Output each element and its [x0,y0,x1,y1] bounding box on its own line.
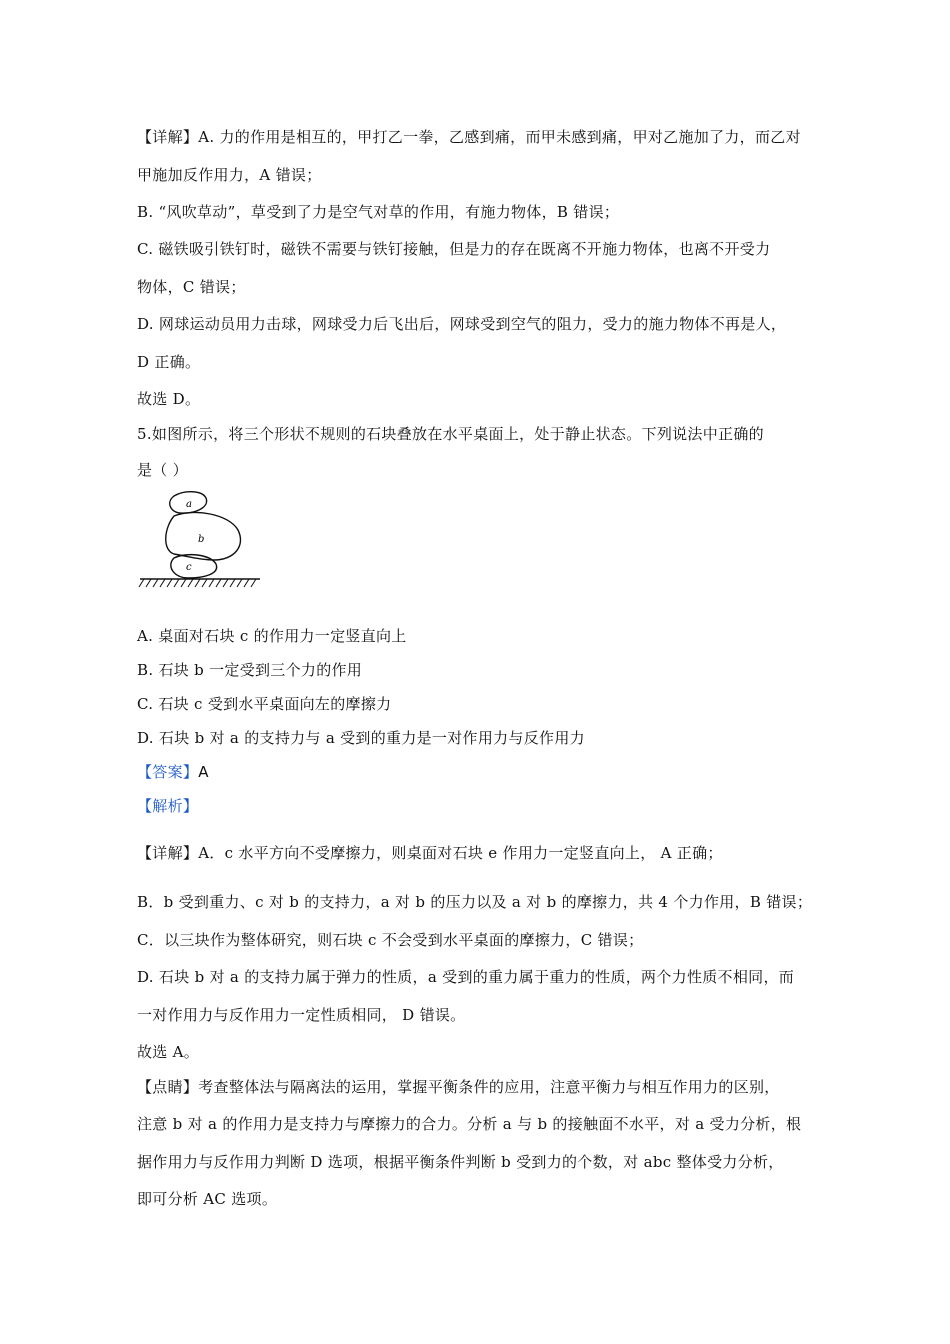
text-line: C. 磁铁吸引铁钉时，磁铁不需要与铁钉接触，但是力的存在既离不开施力物体，也离不开受力 [137,240,771,258]
answer-line [137,761,209,783]
text-line: 甲施加反作用力，A 错误； [137,166,322,184]
comment-line: 据作用力与反作用力判断 D 选项，根据平衡条件判断 b 受到力的个数，对 abc 整体受力分析， [137,1153,784,1171]
detail-line: C．以三块作为整体研究，则石块 c 不会受到水平桌面的摩擦力，C 错误； [137,931,644,949]
detail-line: 故选 A。 [137,1043,200,1061]
detail-line: 【详解】A．c 水平方向不受摩擦力，则桌面对石块 e 作用力一定竖直向上， A 正确； [137,844,723,862]
option-b: B. 石块 b 一定受到三个力的作用 [137,661,363,679]
stacked-stones-figure [134,488,264,590]
option-c: C. 石块 c 受到水平桌面向左的摩擦力 [137,695,392,713]
comment-line: 注意 b 对 a 的作用力是支持力与摩擦力的合力。分析 a 与 b 的接触面不水平，对 a 受力分析，根 [137,1115,802,1133]
option-d: D. 石块 b 对 a 的支持力与 a 受到的重力是一对作用力与反作用力 [137,729,585,747]
stone-b-label: b [198,534,205,545]
stone-c-label: c [186,562,192,573]
text-line: 物体，C 错误； [137,278,246,296]
detail-line: B．b 受到重力、c 对 b 的支持力，a 对 b 的压力以及 a 对 b 的摩擦力，共 4 个力作用，B 错误； [137,893,813,911]
text-line: B. “风吹草动”，草受到了力是空气对草的作用，有施力物体，B 错误； [137,203,620,221]
table-hatching [139,579,256,587]
analysis-tag: 【解析】 [137,797,199,815]
text-line: 故选 D。 [137,390,201,408]
answer-value: A [198,763,209,781]
comment-line: 【点睛】考查整体法与隔离法的运用，掌握平衡条件的应用，注意平衡力与相互作用力的区别， [137,1078,780,1096]
option-a: A. 桌面对石块 c 的作用力一定竖直向上 [137,627,407,645]
question-stem: 是（ ） [137,461,188,479]
question-stem: 5.如图所示，将三个形状不规则的石块叠放在水平桌面上，处于静止状态。下列说法中正确的 [137,425,764,443]
answer-tag: 【答案】 [137,763,199,781]
detail-line: 一对作用力与反作用力一定性质相同， D 错误。 [137,1006,466,1024]
detail-line: D. 石块 b 对 a 的支持力属于弹力的性质，a 受到的重力属于重力的性质，两个力性质不相同，而 [137,968,795,986]
text-line: D 正确。 [137,353,201,371]
comment-line: 即可分析 AC 选项。 [137,1190,278,1208]
text-line: 【详解】A. 力的作用是相互的，甲打乙一拳，乙感到痛，而甲未感到痛，甲对乙施加了力，而乙对 [137,128,801,146]
text-line: D. 网球运动员用力击球，网球受力后飞出后，网球受到空气的阻力，受力的施力物体不再是人， [137,315,787,333]
stone-a-label: a [186,499,192,510]
